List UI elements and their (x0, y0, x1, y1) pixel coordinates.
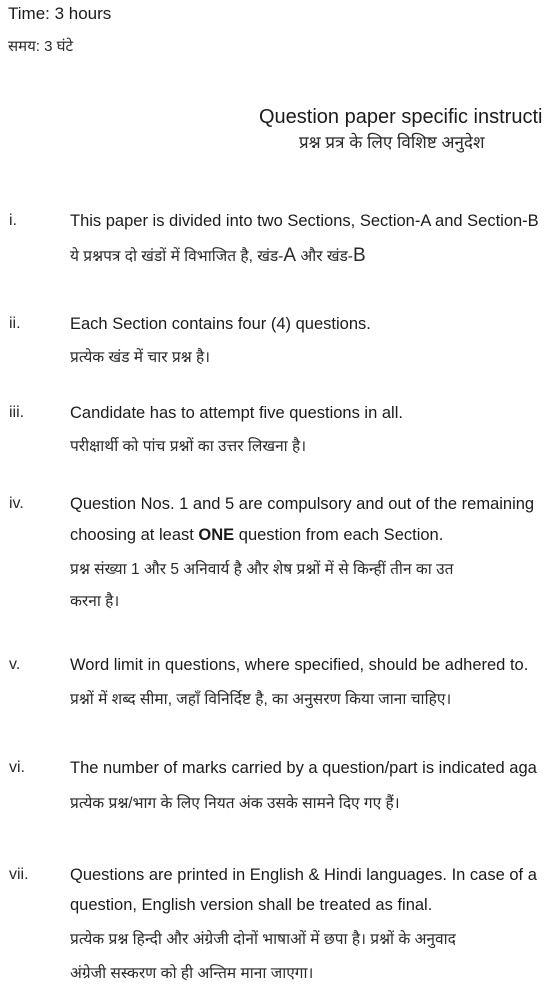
item-text-en-cont: question, English version shall be treated as final. (70, 896, 433, 914)
instructions-title-en: Question paper specific instructi (259, 106, 543, 128)
item-text-hi: परीक्षार्थी को पांच प्रश्नों का उत्तर लिखना है। (70, 438, 307, 455)
item-text-en: The number of marks carried by a question/part is indicated aga (70, 759, 537, 777)
item-text-hi: प्रत्येक प्रश्न हिन्दी और अंग्रेजी दोनों भाषाओं में छपा है। प्रश्नों के अनुवाद (70, 931, 456, 948)
item-text-hi: प्रत्येक खंड में चार प्रश्न है। (70, 349, 211, 366)
item-text-en: Candidate has to attempt five questions in all. (70, 404, 403, 422)
item-text-hi-cont: अंग्रेजी सस्करण को ही अन्तिम माना जाएगा। (70, 965, 314, 982)
item-text-hi-cont: करना है। (70, 593, 120, 610)
item-text-en: Each Section contains four (4) questions. (70, 315, 371, 333)
item-text-en: This paper is divided into two Sections, Section-A and Section-B (70, 212, 539, 230)
item-number: i. (9, 212, 17, 229)
item-text-hi: ये प्रश्नपत्र दो खंडों में विभाजित है, खंड-A और खंड-B (70, 245, 366, 266)
item-text-hi: प्रत्येक प्रश्न/भाग के लिए नियत अंक उसके सामने दिए गए हैं। (70, 795, 400, 812)
item-number: iii. (9, 404, 25, 421)
item-number: ii. (9, 315, 21, 332)
item-number: vii. (9, 866, 29, 883)
item-text-hi: प्रश्न संख्या 1 और 5 अनिवार्य है और शेष प्रश्नों में से किन्हीं तीन का उत (70, 561, 454, 578)
time-limit-en: Time: 3 hours (8, 4, 112, 23)
item-text-en: Question Nos. 1 and 5 are compulsory and out of the remaining (70, 495, 535, 513)
item-text-hi: प्रश्नों में शब्द सीमा, जहाँ विनिर्दिष्ट है, का अनुसरण किया जाना चाहिए। (70, 691, 452, 708)
item-text-en: Questions are printed in English & Hindi languages. In case of a (70, 866, 537, 884)
time-limit-hi: समय: 3 घंटे (8, 38, 74, 55)
item-number: iv. (9, 495, 24, 512)
item-number: vi. (9, 759, 25, 776)
instructions-title-hi: प्रश्न प्रत्र के लिए विशिष्ट अनुदेश (299, 133, 485, 152)
item-text-en-cont: choosing at least ONE question from each Section. (70, 526, 444, 544)
item-text-en: Word limit in questions, where specified, should be adhered to. (70, 656, 529, 674)
item-number: v. (9, 656, 21, 673)
